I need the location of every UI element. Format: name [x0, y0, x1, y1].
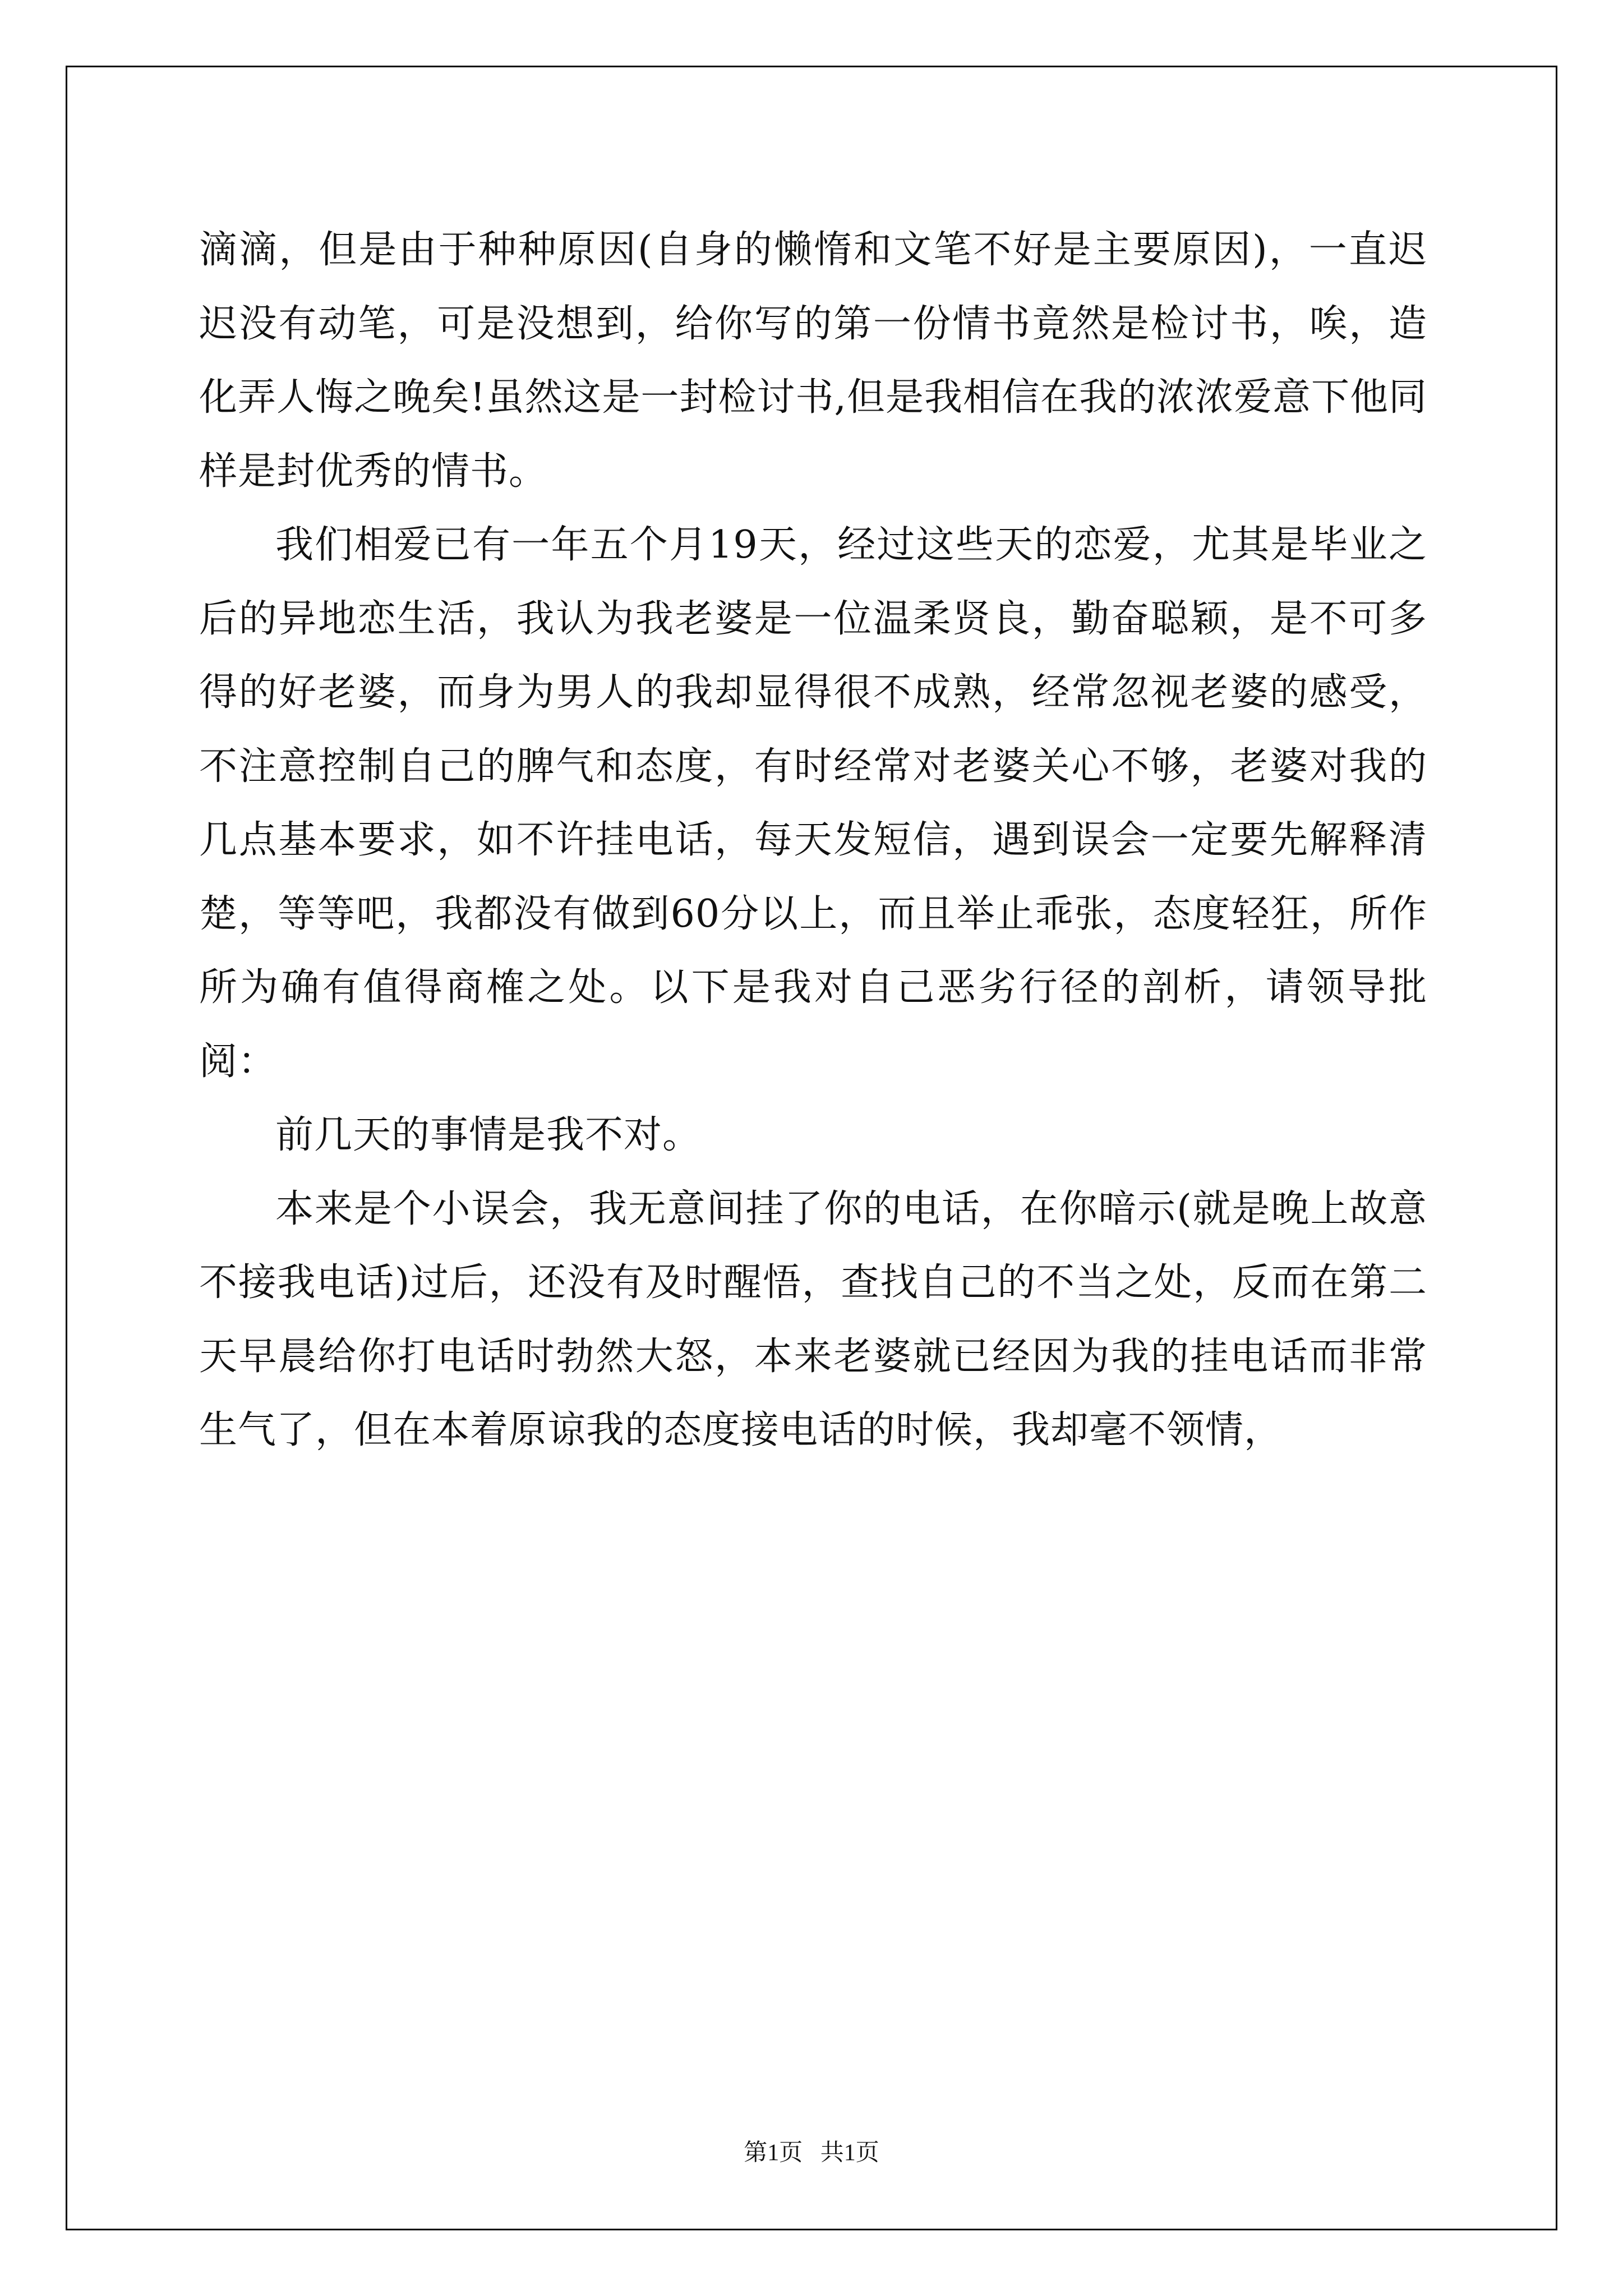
- paragraph-4: 本来是个小误会，我无意间挂了你的电话，在你暗示(就是晚上故意不接我电话)过后，还没有及时醒悟，查找自己的不当之处，反而在第二天早晨给你打电话时勃然大怒，本来老婆就已经因为我的挂电话而非常生气了，但在本着原谅我的态度接电话的时候，我却毫不领情，: [199, 1186, 1427, 1452]
- paragraph-3: 前几天的事情是我不对。: [275, 1113, 702, 1157]
- document-body: [199, 213, 1427, 1467]
- paragraph-2: 我们相爱已有一年五个月19天，经过这些天的恋爱，尤其是毕业之后的异地恋生活，我认为我老婆是一位温柔贤良，勤奋聪颖，是不可多得的好老婆，而身为男人的我却显得很不成熟，经常忽视老婆的感受，不注意控制自己的脾气和态度，有时经常对老婆关心不够，老婆对我的几点基本要求，如不许挂电话，每天发短信，遇到误会一定要先解释清楚，等等吧，我都没有做到60分以上，而且举止乖张，态度轻狂，所作所为确有值得商榷之处。以下是我对自己恶劣行径的剖析，请领导批阅：: [199, 523, 1427, 1084]
- page-number-footer: 第1页 共1页: [744, 2140, 879, 2166]
- paragraph-1: 滴滴，但是由于种种原因(自身的懒惰和文笔不好是主要原因)，一直迟迟没有动笔，可是没想到，给你写的第一份情书竟然是检讨书，唉，造化弄人悔之晚矣!虽然这是一封检讨书,但是我相信在我的浓浓爱意下他同样是封优秀的情书。: [199, 228, 1427, 494]
